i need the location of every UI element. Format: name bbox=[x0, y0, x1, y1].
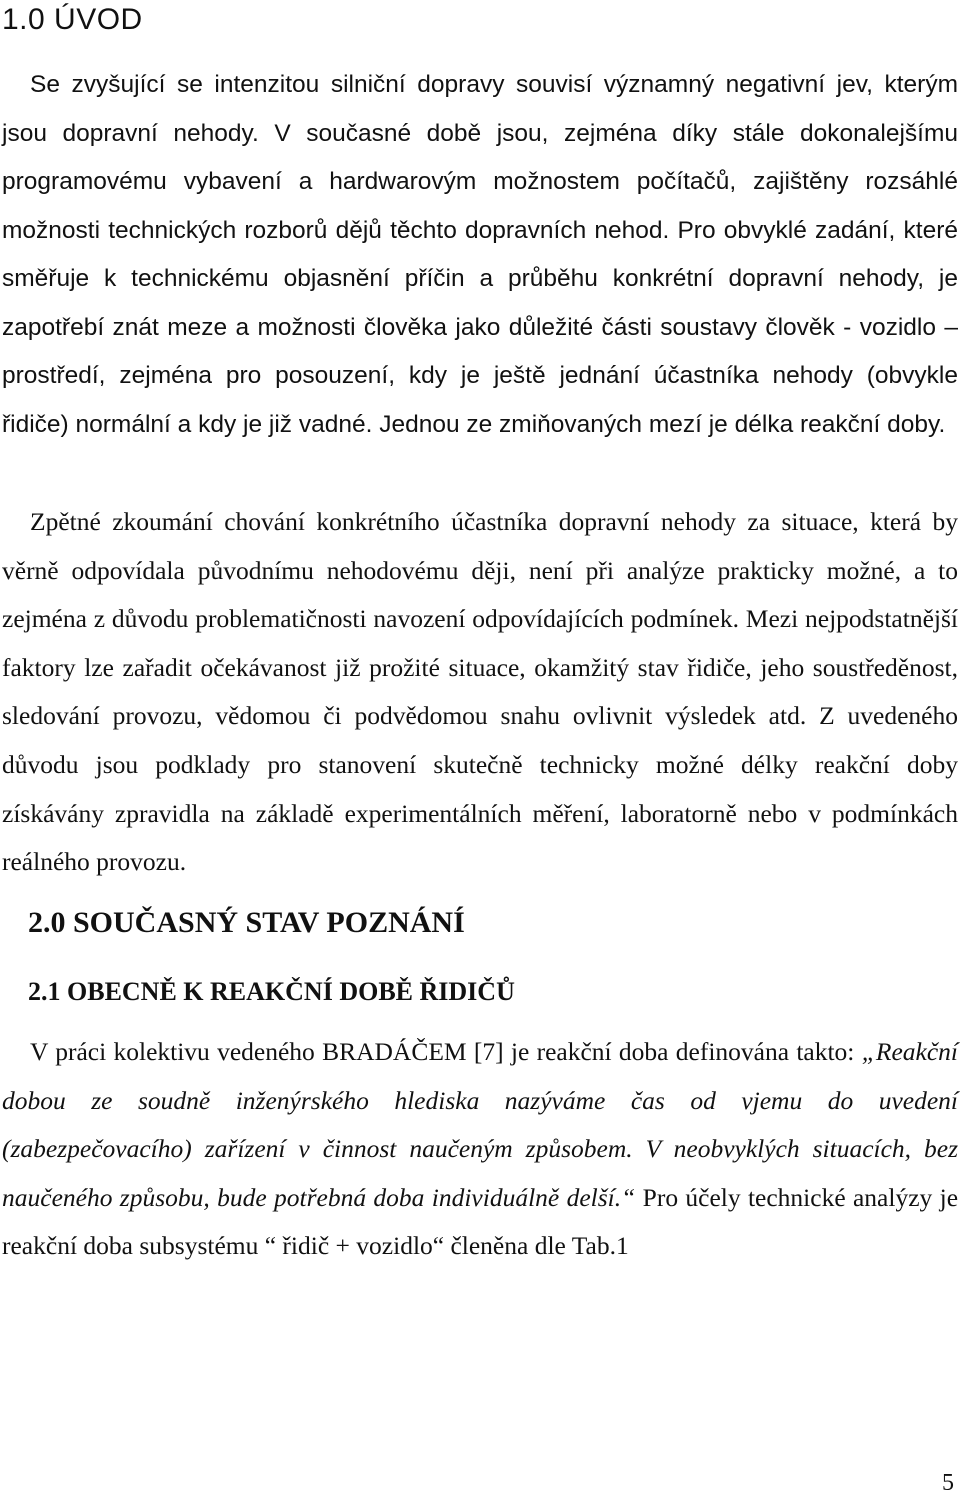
section-heading-uvod: 1.0 ÚVOD bbox=[2, 3, 143, 36]
paragraph-investigation-text: Zpětné zkoumání chování konkrétního účastníka dopravní nehody za situace, která by věrně odpovídala původnímu nehodovému ději, není při analýze prakticky možné, a to zejména z důvodu problematičnosti navození odpovídajících podmínek. Mezi nejpodstatnější faktory lze zařadit očekávanost již prožité situace, okamžitý stav řidiče, jeho soustředěnost, sledování provozu, vědomou či podvědomou snahu ovlivnit výsledek atd. Z uvedeného důvodu jsou podklady pro stanovení skutečně technicky možné délky reakční doby získávány zpravidla na základě experimentálních měření, laboratorně nebo v podmínkách reálného provozu. bbox=[2, 507, 958, 877]
section-heading-current-state: 2.0 SOUČASNÝ STAV POZNÁNÍ bbox=[28, 906, 465, 939]
definition-intro: V práci kolektivu vedeného BRADÁČEM [7] je reakční doba definována takto: bbox=[30, 1037, 855, 1066]
subsection-heading-reaction-time: 2.1 OBECNĚ K REAKČNÍ DOBĚ ŘIDIČŮ bbox=[28, 977, 515, 1006]
definition-quote: „Reakční dobou ze soudně inženýrského hlediska nazýváme čas od vjemu do uvedení (zabezpečovacího) zařízení v činnost naučeným způsobem. V neobvyklých situacích, bez naučeného způsobu, bude potřebná doba individuálně delší.“ bbox=[2, 1037, 959, 1212]
paragraph-definition bbox=[2, 1028, 958, 1271]
definition-rest: Pro účely technické analýzy je reakční doba subsystému “ řidič + vozidlo“ členěna dle Tab.1 bbox=[2, 1182, 959, 1261]
paragraph-intro-text: Se zvyšující se intenzitou silniční dopravy souvisí významný negativní jev, kterým jsou dopravní nehody. V současné době jsou, zejména díky stále dokonalejšímu programovému vybavení a hardwarovým možnostem počítačů, zajištěny rozsáhlé možnosti technických rozborů dějů těchto dopravních nehod. Pro obvyklé zadání, které směřuje k technickému objasnění příčin a průběhu konkrétní dopravní nehody, je zapotřebí znát meze a možnosti člověka jako důležité části soustavy člověk - vozidlo – prostředí, zejména pro posouzení, kdy je ještě jednání účastníka nehody (obvykle řidiče) normální a kdy je již vadné. Jednou ze zmiňovaných mezí je délka reakční doby. bbox=[2, 71, 958, 438]
paragraph-investigation bbox=[2, 498, 958, 887]
page-number: 5 bbox=[942, 1470, 954, 1496]
paragraph-intro bbox=[2, 61, 958, 449]
